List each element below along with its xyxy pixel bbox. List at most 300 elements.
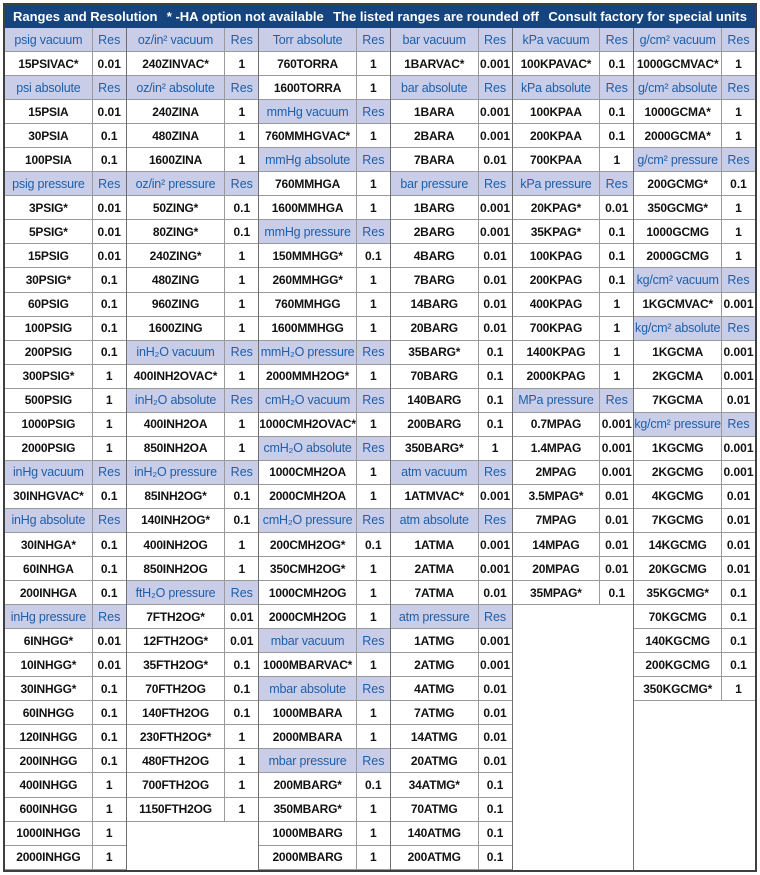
table-row [5, 220, 126, 244]
range-cell: 2BARA [391, 124, 479, 147]
table-row [259, 172, 390, 196]
range-cell: 1600ZING [127, 317, 226, 340]
range-cell: 500PSIG [5, 389, 93, 412]
table-row [259, 413, 390, 437]
table-row [127, 148, 259, 172]
range-cell: 1KGCMA [634, 341, 722, 364]
empty-cell [127, 822, 259, 845]
table-row [634, 389, 755, 413]
range-cell: 400INH2OG [127, 533, 226, 556]
range-cell: 100PSIG [5, 317, 93, 340]
range-cell: 1.4MPAG [513, 437, 601, 460]
table-row [634, 770, 755, 793]
empty-cell [634, 840, 755, 863]
resolution-cell: 0.01 [483, 681, 507, 696]
section-header-cell: inH₂O vacuum [127, 341, 226, 364]
resolution-cell: 1 [238, 369, 246, 384]
table-row [5, 293, 126, 317]
res-header-cell: Res [362, 633, 385, 648]
range-cell: 6INHGG* [5, 629, 93, 652]
table-row [634, 677, 755, 701]
range-cell: 1BARA [391, 100, 479, 123]
res-header-cell: Res [362, 152, 385, 167]
resolution-cell: 0.001 [480, 104, 511, 119]
range-cell: 2ATMG [391, 653, 479, 676]
table-row [513, 52, 634, 76]
resolution-cell: 1 [613, 369, 621, 384]
table-row [127, 268, 259, 292]
range-cell: 3.5MPAG* [513, 485, 601, 508]
resolution-cell: 1 [735, 200, 742, 215]
table-row [634, 557, 755, 581]
resolution-cell: 1 [105, 369, 113, 384]
empty-cell [634, 747, 755, 770]
range-cell: 100KPAA [513, 100, 601, 123]
resolution-cell: 0.1 [608, 56, 626, 71]
res-header-cell: Res [727, 321, 750, 336]
resolution-cell: 0.01 [483, 152, 507, 167]
resolution-cell: 0.01 [726, 561, 751, 576]
range-cell: 700FTH2OG [127, 773, 226, 796]
table-row [391, 172, 512, 196]
res-header-cell: Res [483, 80, 507, 95]
range-cell: 12FTH2OG* [127, 629, 226, 652]
table-row [127, 196, 259, 220]
range-cell: 350KGCMG* [634, 677, 722, 700]
table-row [127, 244, 259, 268]
resolution-cell: 0.001 [601, 465, 632, 480]
range-cell: 1000CMH2OVAC* [259, 413, 357, 436]
resolution-cell: 1 [238, 753, 246, 768]
res-header-cell: Res [727, 152, 750, 167]
range-cell: 140BARG [391, 389, 479, 412]
resolution-cell: 0.001 [480, 224, 511, 239]
table-row [634, 485, 755, 509]
table-row [391, 773, 512, 797]
resolution-cell: 1 [238, 128, 246, 143]
table-row [391, 749, 512, 773]
table-row [634, 581, 755, 605]
range-cell: 1600MMHGA [259, 196, 357, 219]
resolution-cell: 1 [238, 321, 246, 336]
table-row [391, 124, 512, 148]
table-row [127, 798, 259, 822]
range-cell: 600INHGG [5, 798, 93, 821]
resolution-cell: 1 [370, 297, 377, 312]
table-row [5, 557, 126, 581]
res-header-cell: Res [605, 176, 628, 191]
table-title: Ranges and Resolution [13, 9, 158, 24]
table-row [513, 76, 634, 100]
table-row [391, 629, 512, 653]
table-row [259, 341, 390, 365]
table-row [127, 629, 259, 653]
section-header-cell: oz/in² pressure [127, 172, 226, 195]
table-row [127, 701, 259, 725]
resolution-cell: 1 [105, 850, 113, 865]
resolution-cell: 0.1 [100, 489, 118, 504]
range-cell: 260MMHGG* [259, 268, 357, 291]
resolution-cell: 0.01 [97, 104, 121, 119]
range-cell: 1600ZINA [127, 148, 226, 171]
table-row [5, 749, 126, 773]
table-row [513, 413, 634, 437]
res-header-cell: Res [727, 417, 750, 432]
table-row [513, 628, 634, 651]
range-cell: 30PSIA [5, 124, 93, 147]
section-header-cell: bar vacuum [391, 28, 479, 51]
table-row [391, 485, 512, 509]
table-row [259, 76, 390, 100]
range-cell: 1BARVAC* [391, 52, 479, 75]
range-cell: 14KGCMG [634, 533, 722, 556]
table-row [391, 557, 512, 581]
resolution-cell: 1 [735, 104, 742, 119]
unit-group-bar-atm [391, 28, 513, 870]
range-cell: 140ATMG [391, 822, 479, 845]
section-header-cell: mbar pressure [259, 749, 357, 772]
range-cell: 200BARG [391, 413, 479, 436]
table-row [259, 52, 390, 76]
range-cell: 35FTH2OG* [127, 653, 226, 676]
table-row [391, 244, 512, 268]
table-row [513, 124, 634, 148]
range-cell: 200MBARG* [259, 773, 357, 796]
range-cell: 5PSIG* [5, 220, 93, 243]
resolution-cell: 0.01 [483, 248, 507, 263]
empty-cell [513, 651, 634, 674]
table-row [127, 822, 259, 845]
table-row [634, 605, 755, 629]
table-row [391, 725, 512, 749]
table-row [259, 148, 390, 172]
range-cell: 200CMH2OG* [259, 533, 357, 556]
range-cell: 700KPAG [513, 317, 601, 340]
table-row [634, 124, 755, 148]
empty-cell [513, 605, 634, 628]
table-row [127, 557, 259, 581]
range-cell: 60INHGA [5, 557, 93, 580]
range-cell: 400INH2OVAC* [127, 365, 226, 388]
unit-groups [5, 28, 755, 870]
range-cell: 20BARG [391, 317, 479, 340]
resolution-cell: 1 [105, 777, 113, 792]
table-row [513, 148, 634, 172]
res-header-cell: Res [362, 224, 385, 239]
resolution-cell: 0.1 [608, 128, 626, 143]
table-row [127, 509, 259, 533]
empty-cell [513, 790, 634, 813]
table-row [5, 725, 126, 749]
table-row [5, 100, 126, 124]
range-cell: 100PSIA [5, 148, 93, 171]
range-cell: 2ATMA [391, 557, 479, 580]
range-cell: 1000CMH2OG [259, 581, 357, 604]
range-cell: 350MBARG* [259, 798, 357, 821]
table-row [5, 605, 126, 629]
table-row [391, 341, 512, 365]
section-header-cell: mmH₂O pressure [259, 341, 357, 364]
range-cell: 30PSIG* [5, 268, 93, 291]
range-cell: 60INHGG [5, 701, 93, 724]
range-cell: 200PSIG [5, 341, 93, 364]
table-row [127, 845, 259, 868]
table-row [513, 790, 634, 813]
table-row [513, 28, 634, 52]
range-cell: 200KPAA [513, 124, 601, 147]
table-row [5, 52, 126, 76]
table-row [634, 28, 755, 52]
range-cell: 4BARG [391, 244, 479, 267]
resolution-cell: 0.1 [365, 777, 382, 792]
resolution-cell: 1 [238, 729, 246, 744]
resolution-cell: 1 [613, 345, 621, 360]
range-cell: 200KGCMG [634, 653, 722, 676]
ranges-resolution-table [3, 3, 757, 872]
empty-cell [513, 836, 634, 859]
range-cell: 1KGCMG [634, 437, 722, 460]
res-header-cell: Res [483, 513, 507, 528]
resolution-cell: 1 [105, 802, 113, 817]
table-row [513, 485, 634, 509]
table-row [513, 557, 634, 581]
res-header-cell: Res [605, 80, 628, 95]
table-row [259, 581, 390, 605]
range-cell: 15PSIA [5, 100, 93, 123]
resolution-cell: 1 [735, 56, 742, 71]
resolution-cell: 0.1 [365, 537, 382, 552]
resolution-cell: 0.01 [97, 224, 121, 239]
section-header-cell: atm pressure [391, 605, 479, 628]
table-row [127, 172, 259, 196]
table-row [513, 720, 634, 743]
res-header-cell: Res [483, 176, 507, 191]
table-row [513, 533, 634, 557]
table-row [513, 461, 634, 485]
section-header-cell: cmH₂O absolute [259, 437, 357, 460]
range-cell: 70FTH2OG [127, 677, 226, 700]
section-header-cell: kPa absolute [513, 76, 601, 99]
table-row [391, 846, 512, 870]
table-row [259, 605, 390, 629]
section-header-cell: inHg pressure [5, 605, 93, 628]
resolution-cell: 1 [370, 585, 377, 600]
range-cell: 4ATMG [391, 677, 479, 700]
resolution-cell: 0.1 [608, 248, 626, 263]
unit-group-psi-inhg [5, 28, 127, 870]
res-header-cell: Res [230, 345, 253, 360]
range-cell: 34ATMG* [391, 773, 479, 796]
resolution-cell: 1 [105, 826, 113, 841]
table-row [127, 749, 259, 773]
res-header-cell: Res [362, 681, 385, 696]
section-header-cell: atm absolute [391, 509, 479, 532]
table-row [259, 268, 390, 292]
range-cell: 7KGCMG [634, 509, 722, 532]
table-row [5, 509, 126, 533]
table-row [391, 461, 512, 485]
section-header-cell: inH₂O pressure [127, 461, 226, 484]
table-row [259, 725, 390, 749]
section-header-cell: mbar vacuum [259, 629, 357, 652]
resolution-cell: 0.01 [483, 729, 507, 744]
range-cell: 0.7MPAG [513, 413, 601, 436]
table-row [391, 581, 512, 605]
range-cell: 200ATMG [391, 846, 479, 869]
range-cell: 10INHGG* [5, 653, 93, 676]
resolution-cell: 0.01 [230, 633, 254, 648]
table-row [391, 413, 512, 437]
resolution-cell: 1 [370, 489, 377, 504]
table-row [5, 701, 126, 725]
resolution-cell: 0.1 [608, 585, 626, 600]
range-cell: 7BARA [391, 148, 479, 171]
range-cell: 80ZING* [127, 220, 226, 243]
table-row [127, 533, 259, 557]
section-header-cell: mmHg pressure [259, 220, 357, 243]
section-header-cell: ftH₂O pressure [127, 581, 226, 604]
resolution-cell: 0.01 [483, 585, 507, 600]
range-cell: 1000MBARA [259, 701, 357, 724]
range-cell: 200INHGG [5, 749, 93, 772]
table-row [634, 317, 755, 341]
table-row [5, 413, 126, 437]
resolution-cell: 0.1 [486, 826, 504, 841]
resolution-cell: 1 [238, 417, 246, 432]
resolution-cell: 1 [238, 802, 246, 817]
resolution-cell: 0.001 [480, 200, 511, 215]
section-header-cell: inHg absolute [5, 509, 93, 532]
table-row [127, 605, 259, 629]
empty-cell [513, 697, 634, 720]
range-cell: 760MMHGG [259, 293, 357, 316]
table-row [391, 365, 512, 389]
range-cell: 300PSIG* [5, 365, 93, 388]
range-cell: 20ATMG [391, 749, 479, 772]
resolution-cell: 0.1 [100, 705, 118, 720]
range-cell: 850INH2OA [127, 437, 226, 460]
table-row [5, 365, 126, 389]
table-row [259, 100, 390, 124]
resolution-cell: 0.1 [486, 777, 504, 792]
range-cell: 1000MBARG [259, 822, 357, 845]
empty-cell [634, 724, 755, 747]
resolution-cell: 1 [370, 657, 377, 672]
resolution-cell: 1 [613, 152, 621, 167]
resolution-cell: 0.001 [723, 297, 754, 312]
resolution-cell: 0.001 [480, 633, 511, 648]
res-header-cell: Res [230, 32, 253, 47]
range-cell: 760TORRA [259, 52, 357, 75]
resolution-cell: 0.1 [233, 513, 251, 528]
table-row [391, 28, 512, 52]
range-cell: 150MMHGG* [259, 244, 357, 267]
res-header-cell: Res [605, 32, 628, 47]
res-header-cell: Res [362, 441, 385, 456]
resolution-cell: 0.1 [100, 321, 118, 336]
resolution-cell: 1 [613, 321, 621, 336]
resolution-cell: 1 [238, 272, 246, 287]
resolution-cell: 1 [735, 224, 742, 239]
table-row [391, 76, 512, 100]
table-row [513, 651, 634, 674]
range-cell: 850INH2OG [127, 557, 226, 580]
table-row [259, 244, 390, 268]
resolution-cell: 0.1 [100, 561, 118, 576]
range-cell: 200INHGA [5, 581, 93, 604]
resolution-cell: 0.1 [233, 224, 251, 239]
resolution-cell: 0.01 [97, 633, 121, 648]
range-cell: 960ZING [127, 293, 226, 316]
resolution-cell: 1 [370, 176, 377, 191]
section-header-cell: MPa pressure [513, 389, 601, 412]
table-row [259, 677, 390, 701]
resolution-cell: 0.001 [723, 345, 754, 360]
table-row [634, 196, 755, 220]
resolution-cell: 0.01 [230, 609, 254, 624]
table-row [5, 461, 126, 485]
resolution-cell: 0.1 [100, 681, 118, 696]
table-row [5, 389, 126, 413]
table-row [634, 172, 755, 196]
table-row [634, 724, 755, 747]
range-cell: 1ATMA [391, 533, 479, 556]
range-cell: 7ATMG [391, 701, 479, 724]
table-row [513, 293, 634, 317]
table-row [259, 485, 390, 509]
res-header-cell: Res [98, 609, 121, 624]
range-cell: 760MMHGVAC* [259, 124, 357, 147]
table-row [513, 836, 634, 859]
table-row [634, 365, 755, 389]
resolution-cell: 0.1 [100, 537, 118, 552]
table-row [127, 437, 259, 461]
range-cell: 2000MMH2OG* [259, 365, 357, 388]
table-row [513, 743, 634, 766]
table-row [391, 268, 512, 292]
table-row [634, 341, 755, 365]
section-header-cell: psi absolute [5, 76, 93, 99]
section-header-cell: mbar absolute [259, 677, 357, 700]
table-row [127, 220, 259, 244]
range-cell: 20KGCMG [634, 557, 722, 580]
res-header-cell: Res [605, 393, 628, 408]
table-row [259, 629, 390, 653]
res-header-cell: Res [230, 585, 253, 600]
table-row [634, 293, 755, 317]
section-header-cell: oz/in² absolute [127, 76, 226, 99]
range-cell: 14BARG [391, 293, 479, 316]
empty-cell [127, 845, 259, 868]
res-header-cell: Res [98, 80, 121, 95]
range-cell: 30INHGA* [5, 533, 93, 556]
resolution-cell: 0.001 [723, 465, 754, 480]
resolution-cell: 0.1 [100, 345, 118, 360]
table-row [259, 220, 390, 244]
res-header-cell: Res [98, 176, 121, 191]
range-cell: 2BARG [391, 220, 479, 243]
resolution-cell: 1 [370, 272, 377, 287]
section-header-cell: kg/cm² absolute [634, 317, 722, 340]
table-row [513, 813, 634, 836]
table-row [634, 509, 755, 533]
resolution-cell: 0.1 [730, 176, 747, 191]
resolution-cell: 0.001 [480, 56, 511, 71]
section-header-cell: cmH₂O pressure [259, 509, 357, 532]
table-row [5, 581, 126, 605]
range-cell: 2000GCMA* [634, 124, 722, 147]
resolution-cell: 0.01 [605, 513, 629, 528]
